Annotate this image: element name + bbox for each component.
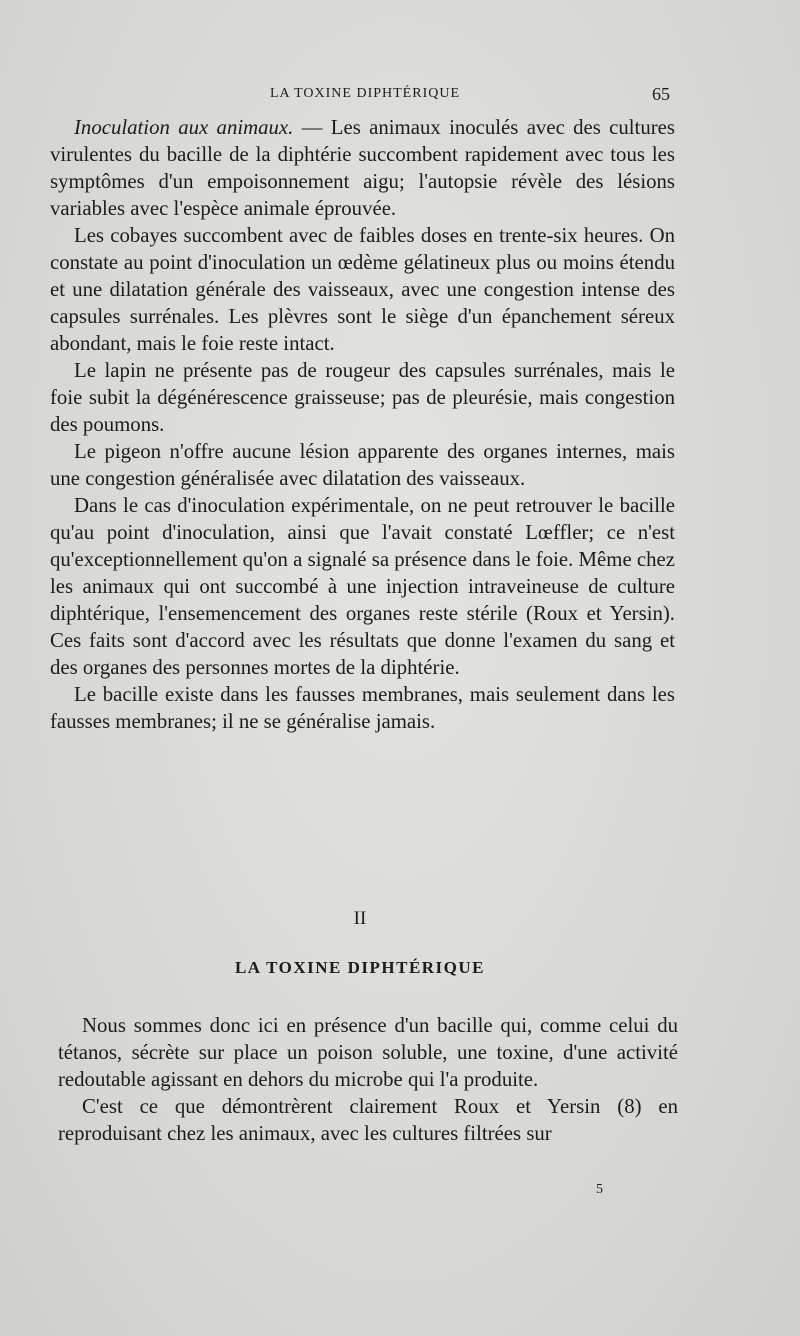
paragraph-presence: Nous sommes donc ici en présence d'un bacille qui, comme celui du tétanos, sécrète sur place un poison soluble, une toxine, d'une activité redoutable agissant en dehors du microbe qui l'a produite. bbox=[58, 1014, 678, 1091]
running-title: LA TOXINE DIPHTÉRIQUE bbox=[269, 86, 461, 101]
paragraph-pigeon: Le pigeon n'offre aucune lésion apparente des organes internes, mais une congestion généralisée avec dilatation des vaisseaux. bbox=[50, 440, 675, 490]
running-head bbox=[60, 86, 670, 108]
paragraph-inoculation-experimentale: Dans le cas d'inoculation expérimentale, on ne peut retrouver le bacille qu'au point d'inoculation, ainsi que l'avait constaté Lœffler; ce n'est qu'exceptionnellement qu'on a signalé sa présence dans le foie. Même chez les animaux qui ont succombé à une injection intraveineuse de culture diphtérique, l'ensemencement des organes reste stérile (Roux et Yersin). Ces faits sont d'accord avec les résultats que donne l'examen du sang et des organes des personnes mortes de la diphtérie. bbox=[50, 494, 675, 679]
section-numeral: II bbox=[353, 908, 367, 929]
paragraph-inoculation bbox=[50, 114, 675, 222]
runin-heading: Inoculation aux animaux. bbox=[74, 116, 294, 139]
page-number: 65 bbox=[652, 84, 670, 104]
section-text bbox=[58, 1012, 678, 1147]
signature-mark: 5 bbox=[596, 1182, 603, 1197]
section-heading: LA TOXINE DIPHTÉRIQUE bbox=[234, 958, 486, 977]
paragraph-cobayes: Les cobayes succombent avec de faibles doses en trente-six heures. On constate au point d'inoculation un œdème gélatineux plus ou moins étendu et une dilatation générale des vaisseaux, avec une congestion intense des capsules surrénales. Les plèvres sont le siège d'un épanchement séreux abondant, mais le foie reste intact. bbox=[50, 224, 675, 355]
paragraph-roux-yersin: C'est ce que démontrèrent clairement Roux et Yersin (8) en reproduisant chez les animaux, avec les cultures filtrées sur bbox=[58, 1095, 678, 1145]
paragraph-text: — Les animaux inoculés avec des cultures virulentes du bacille de la diphtérie succombent rapidement avec tous les symptômes d'un empoisonnement aigu; l'autopsie révèle des lésions variables avec l'espèce animale éprouvée. bbox=[50, 116, 675, 220]
main-text bbox=[50, 114, 675, 735]
paragraph-lapin: Le lapin ne présente pas de rougeur des capsules surrénales, mais le foie subit la dégénérescence graisseuse; pas de pleurésie, mais congestion des poumons. bbox=[50, 359, 675, 436]
paragraph-bacille: Le bacille existe dans les fausses membranes, mais seulement dans les fausses membranes; il ne se généralise jamais. bbox=[50, 683, 675, 733]
